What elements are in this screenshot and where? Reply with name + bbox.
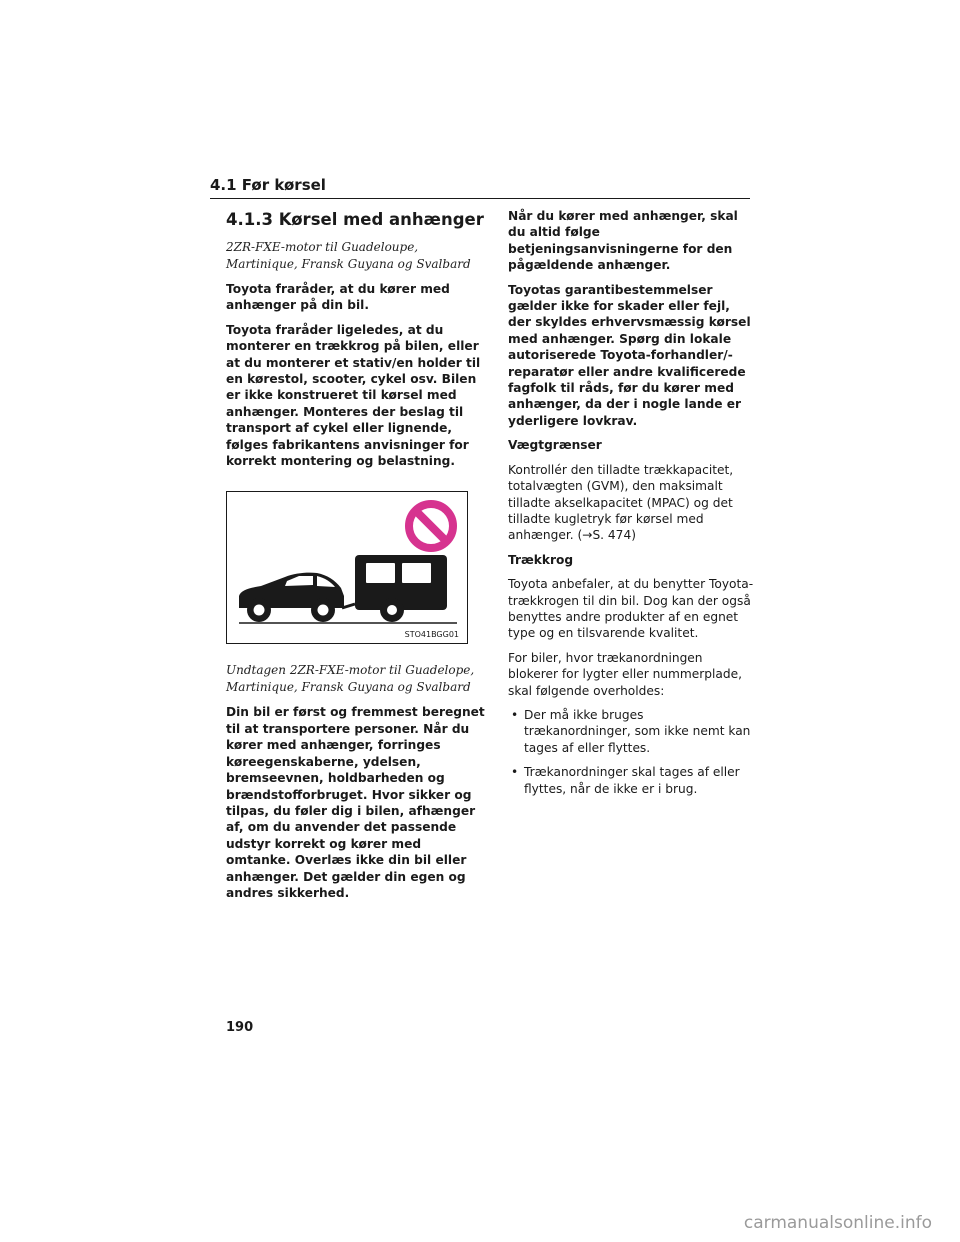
applicability-note-2: Undtagen 2ZR-FXE-motor til Guadelope, Martinique, Fransk Guyana og Svalbard — [226, 663, 475, 695]
section-header — [210, 176, 750, 199]
paragraph-warranty: Toyotas garantibestemmelser gælder ikke for skader eller fejl, der skyldes erhvervsmæssig kørsel med anhænger. Spørg din lokale autoriserede Toyota-forhandler/-reparatør eller andre kvalificerede fagfolk til råds, før du kører med anhænger, da der i nogle lande er yderligere lovkrav. — [508, 282, 751, 428]
watermark: carmanualsonline.info — [743, 1213, 932, 1233]
subheading-towhook: Trækkrog — [508, 552, 574, 567]
paragraph-blocking: For biler, hvor trækanordningen blokerer for lygter eller nummerplade, skal følgende overholdes: — [508, 650, 743, 698]
bullet-list — [508, 707, 754, 797]
towing-prohibited-figure — [226, 491, 468, 644]
list-item: • Trækanordninger skal tages af eller flyttes, når de ikke er i brug. — [508, 764, 754, 797]
paragraph-towhook-warning: Toyota fraråder ligeledes, at du monterer en trækkrog på bilen, eller at du monterer et stativ/en holder til en kørestol, scooter, cykel osv. Bilen er ikke konstrueret til kørsel med anhænger. Monteres der beslag til transport af cykel eller lignende, følges fabrikantens anvisninger for korrekt montering og belastning. — [226, 322, 481, 469]
trailer-icon — [342, 555, 447, 622]
section-heading: 4.1.3 Kørsel med anhænger — [226, 210, 484, 229]
figure-code: STO41BGG01 — [404, 630, 459, 640]
section-title: 4.1 Før kørsel — [210, 176, 326, 194]
paragraph-weight-limits: Kontrollér den tilladte trækkapacitet, totalvægten (GVM), den maksimalt tilladte akselkapacitet (MPAC) og det tilladte kugletryk før kørsel med anhænger. (→S. 474) — [508, 462, 734, 543]
subheading-weight-limits: Vægtgrænser — [508, 438, 602, 453]
paragraph-towhook: Toyota anbefaler, at du benytter Toyota-trækkrogen til din bil. Dog kan der også benyttes andre produkter af en egnet type og en tilsvarende kvalitet. — [508, 577, 754, 641]
car-icon — [239, 573, 344, 622]
applicability-note: 2ZR-FXE-motor til Guadeloupe, Martinique, Fransk Guyana og Svalbard — [226, 240, 471, 271]
car-trailer-illustration — [227, 492, 469, 645]
paragraph-instructions: Når du kører med anhænger, skal du altid følge betjeningsanvisningerne for den pågældende anhænger. — [508, 209, 738, 273]
prohibition-icon — [409, 504, 453, 548]
left-column — [226, 208, 488, 909]
page-number: 190 — [226, 1020, 254, 1035]
paragraph-passengers: Din bil er først og fremmest beregnet til at transportere personer. Når du kører med anhænger, forringes køreegenskaberne, ydelsen, bremseevnen, holdbarheden og brændstofforbruget. Hvor sikker og tilpas, du føler dig i bilen, afhænger af, om du anvender det passende udstyr korrekt og kører med omtanke. Overlæs ikke din bil eller anhænger. Det gælder din egen og andres sikkerhed. — [226, 705, 485, 900]
paragraph-discourage: Toyota fraråder, at du kører med anhænger på din bil. — [226, 282, 450, 313]
right-column — [508, 208, 754, 805]
list-item: • Der må ikke bruges trækanordninger, som ikke nemt kan tages af eller flyttes. — [508, 707, 754, 756]
